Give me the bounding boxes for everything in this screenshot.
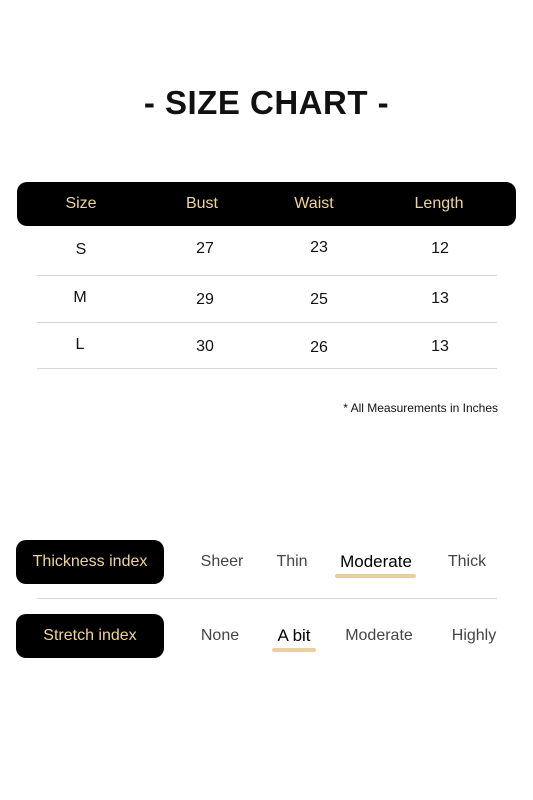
cell-length: 13 (431, 290, 449, 307)
stretch-index-label: Stretch index (16, 614, 164, 658)
cell-length: 13 (431, 338, 449, 355)
stretch-option-none: None (200, 627, 240, 644)
header-bust: Bust (185, 195, 218, 212)
thickness-option-thin: Thin (276, 553, 308, 570)
row-divider (37, 275, 497, 276)
stretch-option-highly: Highly (451, 627, 497, 644)
cell-waist: 23 (310, 239, 328, 256)
page-title: - SIZE CHART - (143, 84, 390, 121)
thickness-option-sheer: Sheer (200, 553, 244, 570)
table-row (0, 289, 533, 335)
cell-size: M (73, 289, 87, 306)
cell-bust: 30 (196, 338, 214, 355)
stretch-selected-underline (272, 648, 316, 652)
table-row (0, 238, 533, 284)
cell-bust: 27 (196, 240, 214, 257)
thickness-option-thick: Thick (447, 553, 487, 570)
section-divider (37, 598, 497, 599)
cell-length: 12 (431, 240, 449, 257)
thickness-option-moderate: Moderate (340, 552, 412, 571)
stretch-option-a-bit: A bit (277, 626, 311, 645)
table-header (17, 182, 516, 226)
cell-waist: 26 (310, 339, 328, 356)
header-size: Size (65, 195, 97, 212)
row-divider (37, 322, 497, 323)
thickness-selected-underline (335, 574, 416, 578)
cell-bust: 29 (196, 291, 214, 308)
cell-waist: 25 (310, 291, 328, 308)
thickness-index-label: Thickness index (16, 540, 164, 584)
header-waist: Waist (294, 195, 334, 212)
cell-size: S (75, 241, 87, 258)
stretch-option-moderate: Moderate (345, 627, 413, 644)
header-length: Length (414, 195, 464, 212)
table-row (0, 336, 533, 382)
row-divider (37, 368, 497, 369)
cell-size: L (75, 336, 85, 353)
measurement-note: * All Measurements in Inches (343, 401, 498, 415)
